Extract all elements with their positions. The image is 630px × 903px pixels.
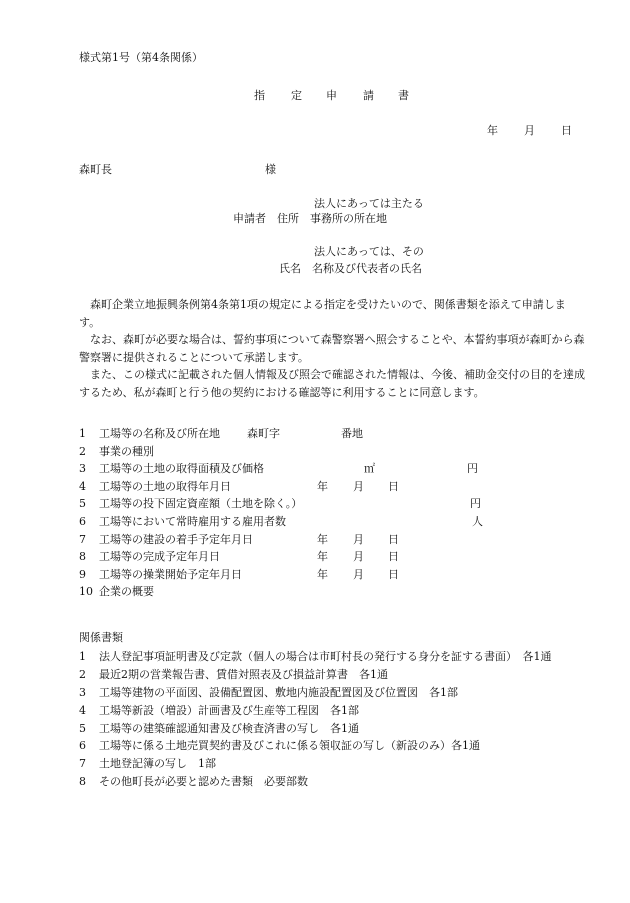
item-label: 企業の概要 (99, 585, 154, 599)
title-char: 定 (291, 89, 302, 102)
list-item (79, 463, 585, 481)
item-year: 年 (317, 550, 328, 564)
item-label: 工場等の投下固定資産額（土地を除く。） (99, 497, 303, 511)
item-day: 日 (388, 550, 399, 564)
item-year: 年 (317, 532, 328, 546)
applicant-address-line: 申請者 住所 事務所の所在地 (233, 212, 387, 225)
item-label: 工場等の建設の着手予定年月日 (99, 532, 253, 546)
form-number: 様式第1号（第4条関係） (79, 51, 203, 64)
item-number: 2 (79, 444, 86, 458)
name-note: 法人にあっては、その (314, 245, 424, 258)
item-label: 工場等の名称及び所在地 (99, 427, 220, 440)
item-unit-persons: 人 (472, 514, 483, 528)
document-text: 工場等建物の平面図、設備配置図、敷地内施設配置図及び位置図 各1部 (99, 685, 458, 699)
date-month: 月 (524, 124, 535, 137)
item-number: 10 (79, 585, 93, 599)
document-text: 工場等に係る土地売買契約書及びこれに係る領収証の写し（新設のみ）各1通 (99, 739, 480, 753)
document-text: その他町長が必要と認めた書類 必要部数 (99, 775, 308, 789)
document-text: 土地登記簿の写し 1部 (99, 757, 216, 771)
documents-heading: 関係書類 (79, 631, 123, 644)
list-item (79, 758, 585, 776)
date-year: 年 (487, 124, 498, 137)
item-month: 月 (353, 532, 364, 546)
applicant-name-line: 氏名 名称及び代表者の氏名 (279, 262, 422, 275)
document-text: 最近2期の営業報告書、賃借対照表及び損益計算書 各1通 (99, 667, 388, 681)
item-label: 事業の種別 (99, 444, 154, 458)
list-item (79, 776, 585, 794)
item-number: 7 (79, 532, 86, 546)
list-item (79, 446, 585, 464)
item-day: 日 (388, 567, 399, 581)
document-number: 1 (79, 650, 86, 663)
document-text: 工場等新設（増設）計画書及び生産等工程図 各1部 (99, 703, 359, 717)
item-number: 1 (79, 427, 86, 440)
item-number: 3 (79, 462, 86, 476)
document-number: 8 (79, 775, 86, 789)
document-title (254, 90, 409, 101)
list-item (79, 551, 585, 569)
item-label: 工場等の土地の取得年月日 (99, 479, 231, 493)
list-item (79, 651, 585, 669)
document-number: 6 (79, 739, 86, 753)
item-list (79, 428, 585, 604)
body-paragraph: なお、森町が必要な場合は、誓約事項について森警察署へ照会することや、本誓約事項が森町から森警察署に提供されることについて承諾します。 (79, 333, 585, 364)
list-item (79, 428, 585, 446)
list-item (79, 498, 585, 516)
document-number: 4 (79, 703, 86, 717)
item-location-prefix: 森町字 (247, 427, 280, 440)
document-number: 2 (79, 667, 86, 681)
list-item (79, 705, 585, 723)
date-line (487, 125, 572, 136)
item-label: 工場等において常時雇用する雇用者数 (99, 514, 286, 528)
item-number: 5 (79, 497, 86, 511)
item-year: 年 (317, 479, 328, 493)
documents-list (79, 651, 585, 794)
item-label: 工場等の土地の取得面積及び価格 (99, 462, 264, 476)
addressee: 森町長 (79, 163, 112, 176)
body-paragraph: 森町企業立地振興条例第4条第1項の規定による指定を受けたいので、関係書類を添えて申請します。 (79, 298, 566, 329)
list-item (79, 586, 585, 604)
address-note: 法人にあっては主たる (314, 197, 424, 210)
document-number: 5 (79, 721, 86, 735)
list-item (79, 516, 585, 534)
list-item (79, 481, 585, 499)
title-char: 請 (363, 89, 374, 102)
list-item (79, 687, 585, 705)
body-paragraph: また、この様式に記載された個人情報及び照会で確認された情報は、今後、補助金交付の目的を達成するため、私が森町と行う他の契約における確認等に利用することに同意します。 (79, 368, 585, 399)
list-item (79, 534, 585, 552)
list-item (79, 569, 585, 587)
list-item (79, 669, 585, 687)
item-unit-yen: 円 (470, 497, 481, 511)
item-number: 8 (79, 550, 86, 564)
item-month: 月 (353, 550, 364, 564)
document-number: 3 (79, 685, 86, 699)
item-month: 月 (353, 479, 364, 493)
item-label: 工場等の完成予定年月日 (99, 550, 220, 564)
honorific: 様 (265, 163, 276, 176)
item-label: 工場等の操業開始予定年月日 (99, 567, 242, 581)
item-number: 9 (79, 567, 86, 581)
document-text: 法人登記事項証明書及び定款（個人の場合は市町村長の発行する身分を証する書面） 各1通 (99, 650, 552, 663)
title-char: 申 (326, 89, 337, 102)
item-unit-yen: 円 (467, 462, 478, 476)
item-number: 6 (79, 514, 86, 528)
item-number: 4 (79, 479, 86, 493)
list-item (79, 740, 585, 758)
body-text (79, 296, 585, 401)
title-char: 指 (254, 89, 265, 102)
item-month: 月 (353, 567, 364, 581)
item-location-suffix: 番地 (341, 427, 363, 440)
item-year: 年 (317, 567, 328, 581)
date-day: 日 (561, 124, 572, 137)
document-number: 7 (79, 757, 86, 771)
item-day: 日 (388, 532, 399, 546)
document-text: 工場等の建築確認通知書及び検査済書の写し 各1通 (99, 721, 359, 735)
list-item (79, 723, 585, 741)
item-day: 日 (388, 479, 399, 493)
title-char: 書 (398, 89, 409, 102)
item-unit-area: ㎡ (364, 462, 375, 476)
